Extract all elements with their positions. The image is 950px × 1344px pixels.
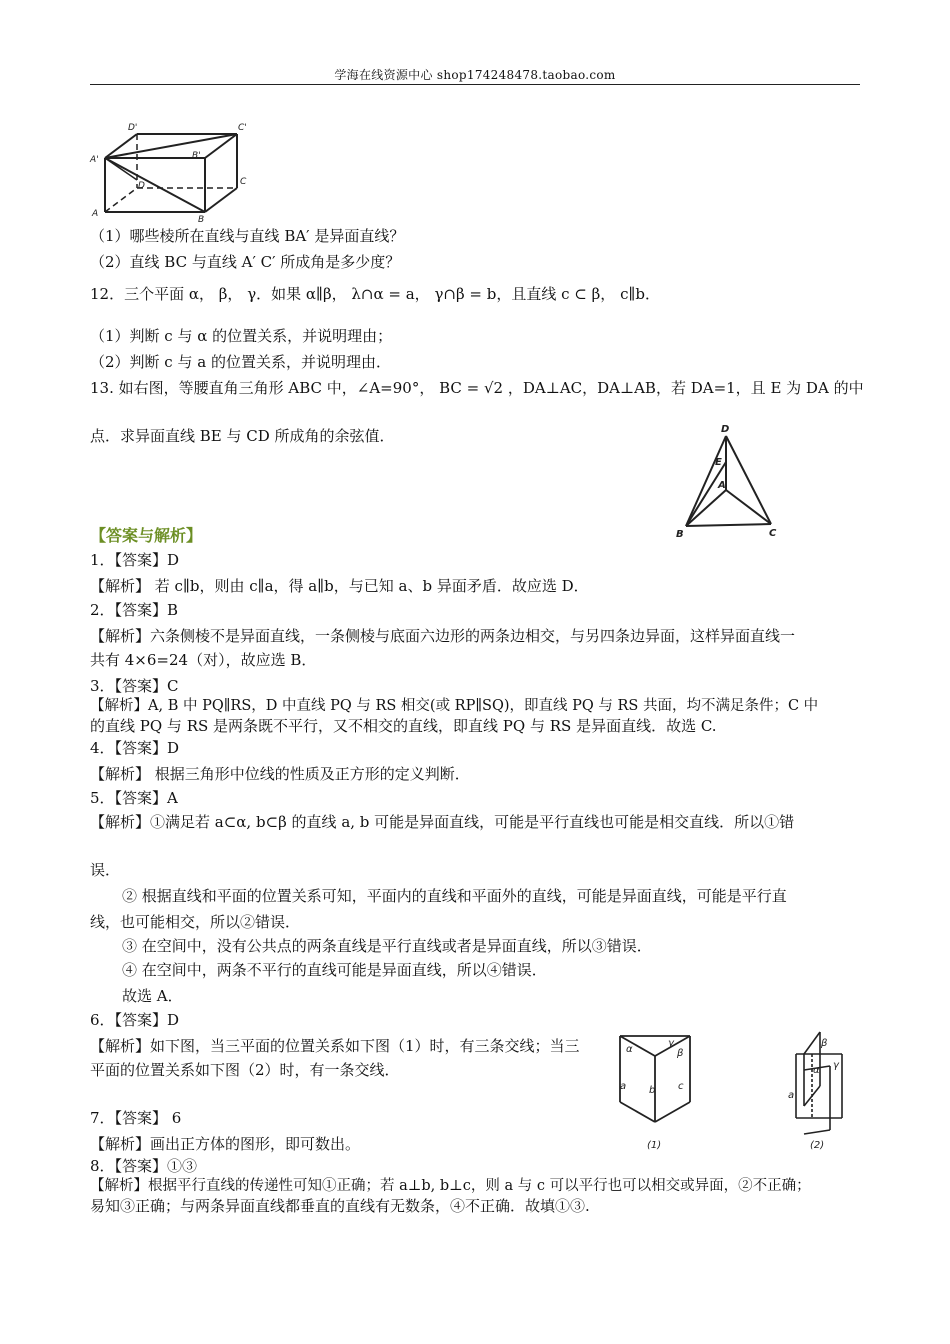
tri-label-e: E — [715, 457, 722, 468]
box-label-b-prime: B' — [192, 151, 201, 161]
q13-statement: 13. 如右图，等腰直角三角形 ABC 中，∠A=90°， BC = √2 ，DA⊥AC，DA⊥AB，若 DA=1，且 E 为 DA 的中 — [90, 379, 864, 397]
plane2-label-gamma: γ — [833, 1060, 839, 1071]
tri-label-c: C — [769, 528, 777, 539]
plane2-caption: (2) — [810, 1140, 825, 1151]
a8-answer: 8．【答案】①③ — [90, 1157, 198, 1175]
box-label-c-prime: C' — [238, 123, 247, 133]
a6-analysis-cont: 平面的位置关系如下图（2）时，有一条交线． — [90, 1061, 400, 1079]
a3-analysis-cont: 的直线 PQ 与 RS 是两条既不平行，又不相交的直线，即直线 PQ 与 RS 是异面直线．故选 C. — [90, 717, 717, 735]
a2-answer: 2．【答案】B — [90, 601, 179, 619]
box-label-a-prime: A' — [90, 155, 99, 165]
box-label-d: D — [138, 181, 145, 191]
q13-statement-cont: 点．求异面直线 BE 与 CD 所成角的余弦值． — [90, 427, 395, 445]
plane1-label-b: b — [649, 1085, 656, 1096]
q12-part1: （1）判断 c 与 α 的位置关系，并说明理由； — [90, 327, 393, 345]
a4-analysis: 【解析】 根据三角形中位线的性质及正方形的定义判断． — [90, 765, 470, 783]
a8-analysis: 【解析】根据平行直线的传递性可知①正确；若 a⊥b, b⊥c，则 a 与 c 可以平行也可以相交或异面，②不正确； — [90, 1178, 811, 1194]
tri-label-b: B — [676, 529, 684, 540]
a8-analysis-cont: 易知③正确；与两条异面直线都垂直的直线有无数条，④不正确．故填①③. — [90, 1197, 590, 1215]
q11-part2: （2）直线 BC 与直线 A′ C′ 所成角是多少度？ — [90, 253, 401, 271]
box-figure — [88, 118, 263, 226]
a6-answer: 6．【答案】D — [90, 1011, 180, 1029]
a5-conclusion: 故选 A． — [122, 987, 183, 1005]
a5-point3: ③ 在空间中，没有公共点的两条直线是平行直线或者是异面直线，所以③错误． — [122, 937, 652, 955]
a1-analysis: 【解析】 若 c∥b，则由 c∥a，得 a∥b，与已知 a、b 异面矛盾．故应选 D． — [90, 577, 589, 595]
box-label-c: C — [240, 177, 247, 187]
a1-answer: 1．【答案】D — [90, 551, 180, 569]
plane1-label-gamma: γ — [668, 1038, 674, 1049]
a2-analysis-cont: 共有 4×6=24（对），故应选 B． — [90, 651, 317, 669]
plane2-label-beta: β — [821, 1038, 828, 1049]
a7-answer: 7．【答案】 6 — [90, 1109, 182, 1127]
page-header: 学海在线资源中心 shop174248478.taobao.com — [334, 68, 616, 82]
answers-section-title: 【答案与解析】 — [90, 526, 203, 545]
plane2-label-alpha: α — [813, 1065, 820, 1076]
plane1-label-beta: β — [677, 1048, 684, 1059]
tri-label-d: D — [721, 424, 730, 435]
plane1-label-alpha: α — [626, 1044, 633, 1055]
plane1-caption: (1) — [647, 1140, 662, 1151]
q11-part1: （1）哪些棱所在直线与直线 BA′ 是异面直线？ — [90, 227, 405, 245]
header-rule — [90, 84, 860, 85]
a3-analysis: 【解析】A, B 中 PQ∥RS，D 中直线 PQ 与 RS 相交(或 RP∥SQ)，即直线 PQ 与 RS 共面，均不满足条件；C 中 — [90, 698, 819, 714]
planes-figure-2 — [780, 1026, 860, 1154]
a5-analysis-cont: 误． — [90, 861, 121, 879]
a6-analysis: 【解析】如下图，当三平面的位置关系如下图（1）时，有三条交线；当三 — [90, 1037, 580, 1055]
planes-figure-1 — [612, 1030, 698, 1154]
q12-part2: （2）判断 c 与 a 的位置关系，并说明理由． — [90, 353, 391, 371]
tri-label-a: A — [718, 480, 726, 491]
a4-answer: 4．【答案】D — [90, 739, 180, 757]
box-label-b: B — [198, 215, 205, 225]
box-label-d-prime: D' — [128, 123, 138, 133]
a7-analysis: 【解析】画出正方体的图形，即可数出。 — [90, 1135, 361, 1153]
plane1-label-a: a — [620, 1081, 627, 1092]
a3-answer: 3．【答案】C — [90, 677, 179, 695]
plane2-label-a: a — [788, 1090, 795, 1101]
triangle-figure — [672, 420, 792, 542]
box-label-a: A — [92, 209, 99, 219]
a5-point2: ② 根据直线和平面的位置关系可知，平面内的直线和平面外的直线，可能是异面直线，可能是平行直 — [122, 887, 787, 905]
a2-analysis: 【解析】六条侧棱不是异面直线，一条侧棱与底面六边形的两条边相交，与另四条边异面，这样异面直线一 — [90, 627, 796, 645]
q12-statement: 12．三个平面 α， β， γ．如果 α∥β， λ∩α = a， γ∩β = b，且直线 c ⊂ β， c∥b． — [90, 285, 661, 303]
a5-point2-cont: 线，也可能相交，所以②错误． — [90, 913, 301, 931]
a5-analysis: 【解析】①满足若 a⊂α, b⊂β 的直线 a, b 可能是异面直线，可能是平行直线也可能是相交直线．所以①错 — [90, 813, 795, 831]
a5-point4: ④ 在空间中，两条不平行的直线可能是异面直线，所以④错误． — [122, 961, 547, 979]
plane1-label-c: c — [678, 1081, 684, 1092]
a5-answer: 5．【答案】A — [90, 789, 178, 807]
